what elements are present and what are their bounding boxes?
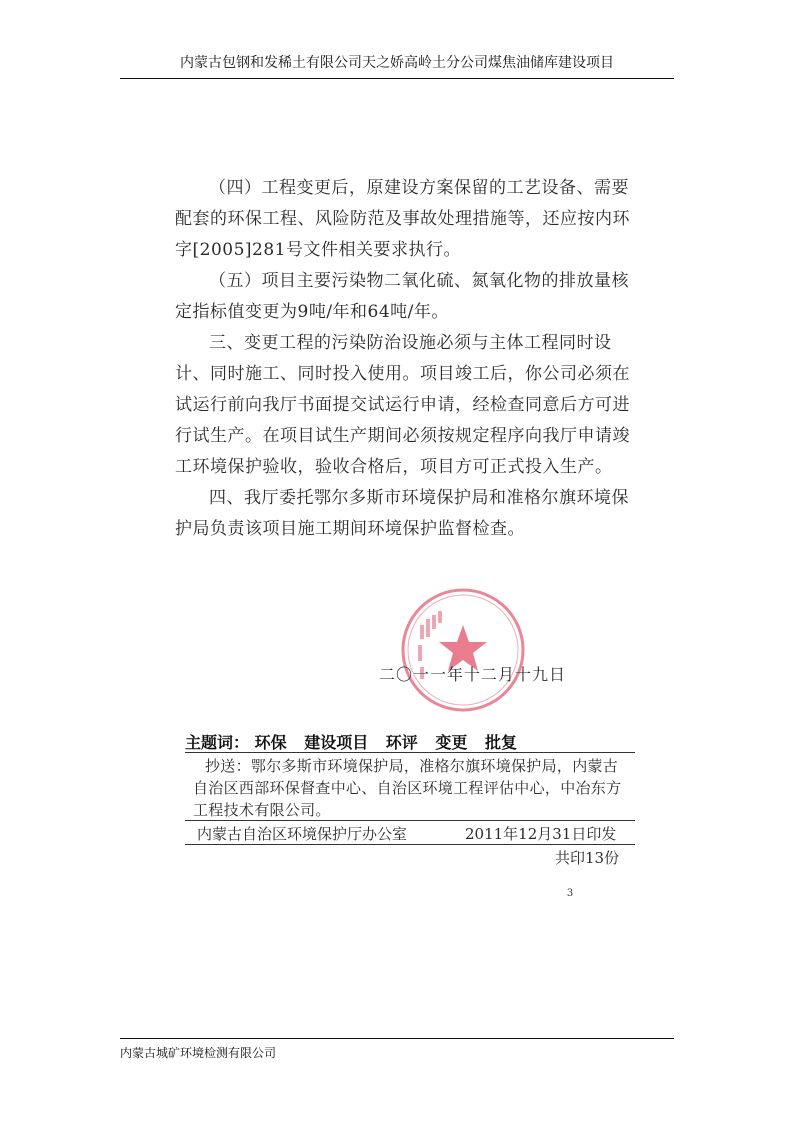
scanned-document bbox=[175, 150, 655, 940]
issue-date: 2011年12月31日印发 bbox=[465, 825, 617, 843]
divider bbox=[185, 820, 635, 821]
footer-company: 内蒙古城矿环境检测有限公司 bbox=[120, 1046, 277, 1060]
paragraph-section-4: 四、我厅委托鄂尔多斯市环境保护局和准格尔旗环境保护局负责该项目施工期间环境保护监督检查。 bbox=[175, 488, 629, 539]
keyword: 环保 bbox=[254, 733, 287, 752]
paragraph-5: （五）项目主要污染物二氧化硫、氮氧化物的排放量核定指标值变更为9吨/年和64吨/年。 bbox=[175, 271, 629, 322]
cc-text: 鄂尔多斯市环境保护局，准格尔旗环境保护局，内蒙古自治区西部环保督查中心、自治区环境工程评估中心，中冶东方工程技术有限公司。 bbox=[193, 757, 622, 819]
paragraph-section-3: 三、变更工程的污染防治设施必须与主体工程同时设计、同时施工、同时投入使用。项目竣工后，你公司必须在试运行前向我厅书面提交试运行申请，经检查同意后方可进行试生产。在项目试生产期间必须按规定程序向我厅申请竣工环境保护验收，验收合格后，项目方可正式投入生产。 bbox=[175, 333, 630, 477]
keyword: 批复 bbox=[484, 733, 517, 752]
official-seal bbox=[398, 585, 528, 715]
document-date: 二〇一一年十二月十九日 bbox=[379, 665, 567, 684]
keyword: 环评 bbox=[385, 733, 418, 752]
page-footer bbox=[120, 1038, 674, 1061]
keyword: 变更 bbox=[435, 733, 468, 752]
copies-count: 共印13份 bbox=[555, 849, 620, 867]
cc-label: 抄送： bbox=[205, 757, 251, 775]
divider bbox=[185, 752, 635, 753]
issuer: 内蒙古自治区环境保护厅办公室 bbox=[197, 825, 408, 843]
header-title: 内蒙古包钢和发稀土有限公司天之娇高岭土分公司煤焦油储库建设项目 bbox=[180, 55, 614, 71]
keywords-line bbox=[185, 730, 529, 753]
paragraph-4: （四）工程变更后，原建设方案保留的工艺设备、需要配套的环保工程、风险防范及事故处理措施等，还应按内环字[2005]281号文件相关要求执行。 bbox=[175, 178, 630, 260]
keywords-label: 主题词： bbox=[185, 733, 250, 752]
page-number: 3 bbox=[566, 888, 574, 899]
keyword: 建设项目 bbox=[304, 733, 369, 752]
page-header bbox=[120, 52, 674, 79]
divider bbox=[185, 844, 635, 845]
cc-block bbox=[193, 755, 633, 821]
